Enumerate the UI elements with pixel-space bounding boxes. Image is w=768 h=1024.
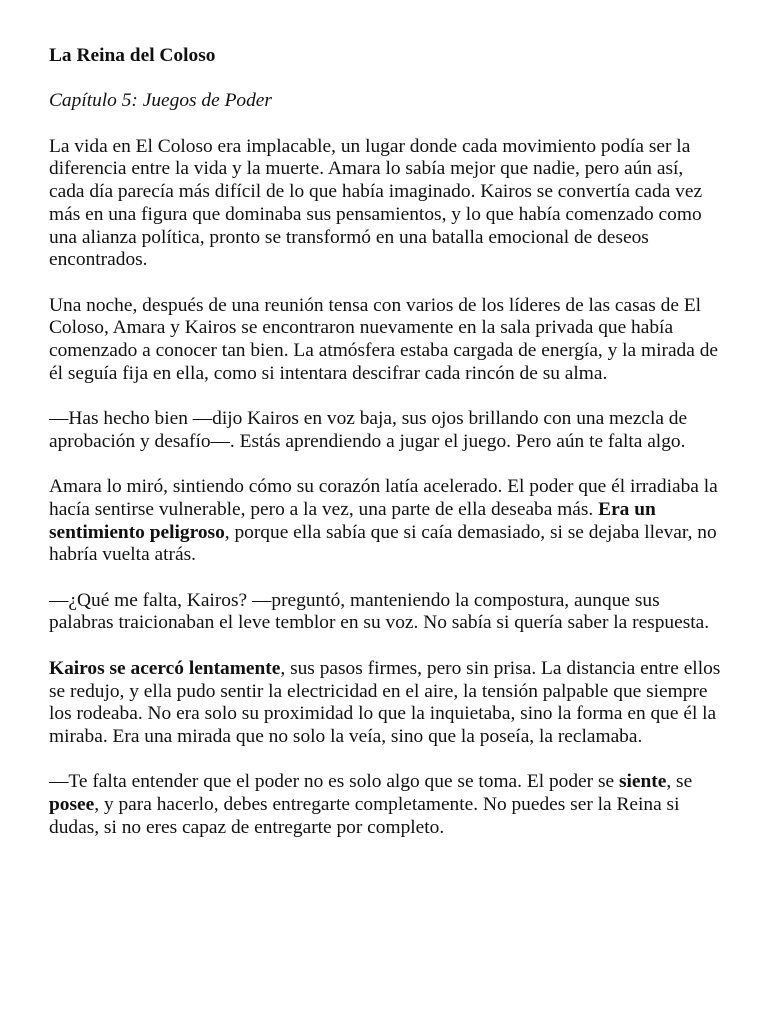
paragraph: [49, 136, 721, 272]
text-run: Una noche, después de una reunión tensa con varios de los líderes de las casas de El Coloso, Amara y Kairos se encontraron nuevamente en la sala privada que había comenzado a conocer tan bien. La atmósfera estaba cargada de energía, y la mirada de él seguía fija en ella, como si intentara descifrar cada rincón de su alma.: [49, 294, 718, 384]
bold-text-run: Era un sentimiento peligroso: [49, 498, 656, 543]
text-run: La vida en El Coloso era implacable, un lugar donde cada movimiento podía ser la diferencia entre la vida y la muerte. Amara lo sabía mejor que nadie, pero aún así, cada día parecía más difícil de lo que había imaginado. Kairos se convertía cada vez más en una figura que dominaba sus pensamientos, y lo que había comenzado como una alianza política, pronto se transformó en una batalla emocional de deseos encontrados.: [49, 135, 703, 271]
document-title: La Reina del Coloso: [49, 45, 216, 66]
text-run: , sus pasos firmes, pero sin prisa. La distancia entre ellos se redujo, y ella pudo sentir la electricidad en el aire, la tensión palpable que siempre los rodeaba. No era solo su proximidad lo que la inquietaba, sino la forma en que él la miraba. Era una mirada que no solo la veía, sino que la poseía, la reclamaba.: [49, 657, 721, 747]
paragraph: [49, 771, 721, 839]
text-run: , y para hacerlo, debes entregarte completamente. No puedes ser la Reina si dudas, si no eres capaz de entregarte por completo.: [49, 794, 680, 838]
paragraph: [49, 408, 721, 453]
document-body: [49, 136, 721, 840]
paragraph: [49, 590, 721, 635]
bold-text-run: Kairos se acercó lentamente: [49, 657, 281, 679]
text-run: , porque ella sabía que si caía demasiado, si se dejaba llevar, no habría vuelta atrás.: [49, 521, 717, 566]
text-run: —Te falta entender que el poder no es solo algo que se toma. El poder se: [49, 771, 619, 793]
bold-text-run: posee: [49, 794, 95, 816]
text-run: , se: [666, 771, 693, 793]
paragraph: [49, 658, 721, 749]
text-run: Amara lo miró, sintiendo cómo su corazón latía acelerado. El poder que él irradiaba la hacía sentirse vulnerable, pero a la vez, una parte de ella deseaba más.: [49, 476, 718, 520]
bold-text-run: siente: [618, 771, 667, 793]
text-run: —¿Qué me falta, Kairos? —preguntó, manteniendo la compostura, aunque sus palabras traicionaban el leve temblor en su voz. No sabía si quería saber la respuesta.: [49, 589, 710, 634]
text-run: —Has hecho bien —dijo Kairos en voz baja, sus ojos brillando con una mezcla de aprobación y desafío—. Estás aprendiendo a jugar el juego. Pero aún te falta algo.: [49, 408, 688, 452]
document-page: [49, 45, 721, 839]
paragraph: [49, 295, 721, 386]
paragraph: [49, 476, 721, 567]
chapter-heading: Capítulo 5: Juegos de Poder: [49, 90, 272, 112]
